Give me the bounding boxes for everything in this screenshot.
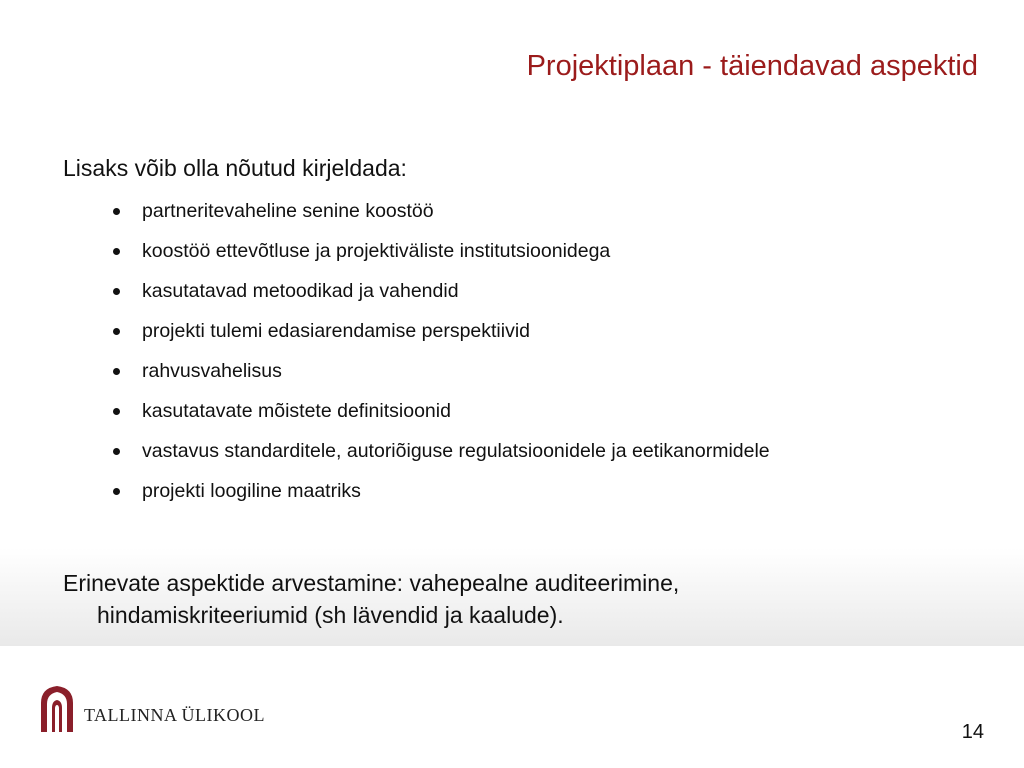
list-item	[113, 438, 1013, 478]
bullet-dot-icon	[113, 248, 120, 255]
tallinn-university-arch-icon	[38, 684, 76, 734]
bullet-list	[113, 198, 1013, 518]
list-item	[113, 238, 1013, 278]
list-item-text: partneritevaheline senine koostöö	[142, 200, 434, 222]
bullet-dot-icon	[113, 328, 120, 335]
slide-title: Projektiplaan - täiendavad aspektid	[526, 50, 978, 82]
list-item-text: koostöö ettevõtluse ja projektiväliste institutsioonidega	[142, 240, 611, 262]
page-number: 14	[961, 721, 984, 743]
bullet-dot-icon	[113, 288, 120, 295]
list-item-text: rahvusvahelisus	[142, 360, 282, 382]
list-item	[113, 358, 1013, 398]
closing-line-1: Erinevate aspektide arvestamine: vahepealne auditeerimine,	[63, 570, 680, 596]
list-item	[113, 398, 1013, 438]
bullet-dot-icon	[113, 488, 120, 495]
bullet-dot-icon	[113, 208, 120, 215]
list-item-text: kasutatavad metoodikad ja vahendid	[142, 280, 459, 302]
logo-text: TALLINNA ÜLIKOOL	[84, 705, 266, 725]
closing-line-2: hindamiskriteeriumid (sh lävendid ja kaalude).	[97, 602, 564, 628]
list-item-text: kasutatavate mõistete definitsioonid	[142, 400, 451, 422]
bullet-dot-icon	[113, 448, 120, 455]
list-item-text: projekti loogiline maatriks	[142, 480, 361, 502]
list-item	[113, 318, 1013, 358]
list-item	[113, 198, 1013, 238]
closing-paragraph	[63, 567, 963, 631]
list-item	[113, 478, 1013, 518]
list-item	[113, 278, 1013, 318]
bullet-dot-icon	[113, 408, 120, 415]
list-item-text: vastavus standarditele, autoriõiguse regulatsioonidele ja eetikanormidele	[142, 440, 770, 462]
list-item-text: projekti tulemi edasiarendamise perspektiivid	[142, 320, 531, 342]
bullet-dot-icon	[113, 368, 120, 375]
intro-text: Lisaks võib olla nõutud kirjeldada:	[63, 155, 407, 181]
